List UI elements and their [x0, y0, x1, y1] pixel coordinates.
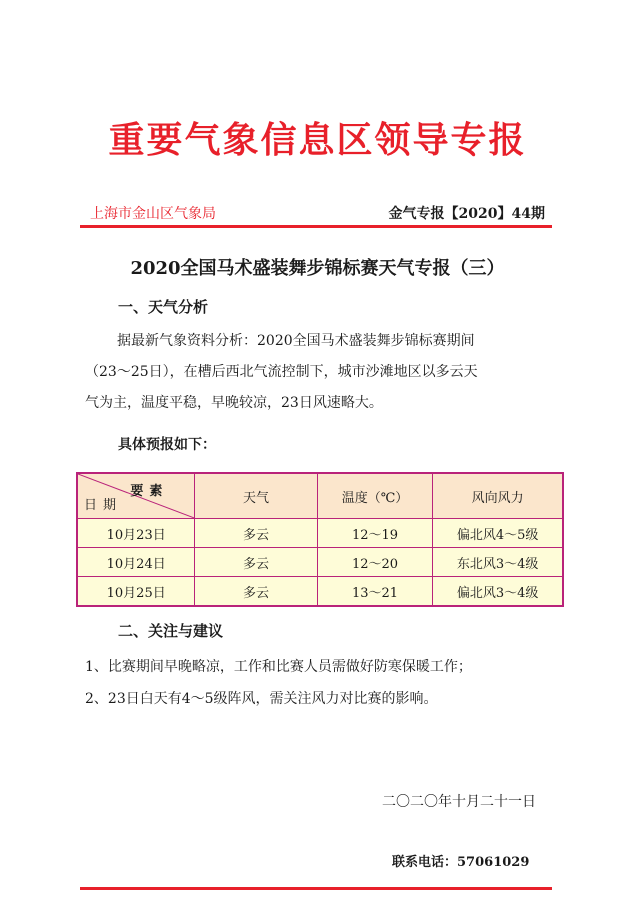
cell-weather: 多云 — [195, 519, 317, 548]
corner-header-cell — [77, 473, 195, 519]
column-header-wind: 风向风力 — [433, 473, 563, 519]
cell-weather: 多云 — [195, 577, 317, 607]
cell-weather: 多云 — [195, 548, 317, 577]
header-divider — [80, 225, 552, 228]
forecast-table — [76, 472, 564, 607]
cell-wind: 偏北风4～5级 — [433, 519, 563, 548]
cell-temperature: 12～20 — [317, 548, 433, 577]
contact-number: 57061029 — [457, 855, 530, 870]
cell-date: 10月25日 — [77, 577, 195, 607]
issue-date: 二〇二〇年十月二十一日 — [382, 794, 536, 810]
section-heading-suggestions: 二、关注与建议 — [118, 622, 224, 640]
cell-temperature: 13～21 — [317, 577, 433, 607]
issue-number: 金气专报【2020】44期 — [388, 206, 545, 222]
suggestion-item: 2、23日白天有4～5级阵风，需关注风力对比赛的影响。 — [85, 691, 438, 707]
issuer-name: 上海市金山区气象局 — [90, 206, 216, 222]
weather-analysis-paragraph — [85, 326, 555, 419]
table-header-row — [77, 473, 563, 519]
cell-date: 10月23日 — [77, 519, 195, 548]
table-intro: 具体预报如下： — [118, 437, 216, 453]
table-row — [77, 548, 563, 577]
footer-divider — [80, 887, 552, 890]
table-row — [77, 519, 563, 548]
cell-date: 10月24日 — [77, 548, 195, 577]
main-title: 重要气象信息区领导专报 — [108, 119, 527, 161]
contact-label: 联系电话： — [392, 855, 458, 870]
cell-wind: 偏北风3～4级 — [433, 577, 563, 607]
corner-label-elements: 要素 — [130, 484, 169, 499]
table-row — [77, 577, 563, 607]
paragraph-line: 据最新气象资料分析：2020全国马术盛装舞步锦标赛期间 — [117, 333, 475, 349]
document-title: 2020全国马术盛装舞步锦标赛天气专报（三） — [130, 258, 505, 279]
paragraph-line: （23～25日），在槽后西北气流控制下，城市沙滩地区以多云天 — [85, 364, 478, 380]
cell-wind: 东北风3～4级 — [433, 548, 563, 577]
section-heading-weather-analysis: 一、天气分析 — [118, 298, 209, 316]
column-header-weather: 天气 — [195, 473, 317, 519]
contact-line — [392, 851, 529, 870]
column-header-temperature: 温度（℃） — [317, 473, 433, 519]
corner-label-date: 日期 — [84, 498, 123, 513]
suggestion-item: 1、比赛期间早晚略凉，工作和比赛人员需做好防寒保暖工作； — [85, 659, 472, 675]
paragraph-line: 气为主，温度平稳，早晚较凉，23日风速略大。 — [85, 395, 383, 411]
cell-temperature: 12～19 — [317, 519, 433, 548]
